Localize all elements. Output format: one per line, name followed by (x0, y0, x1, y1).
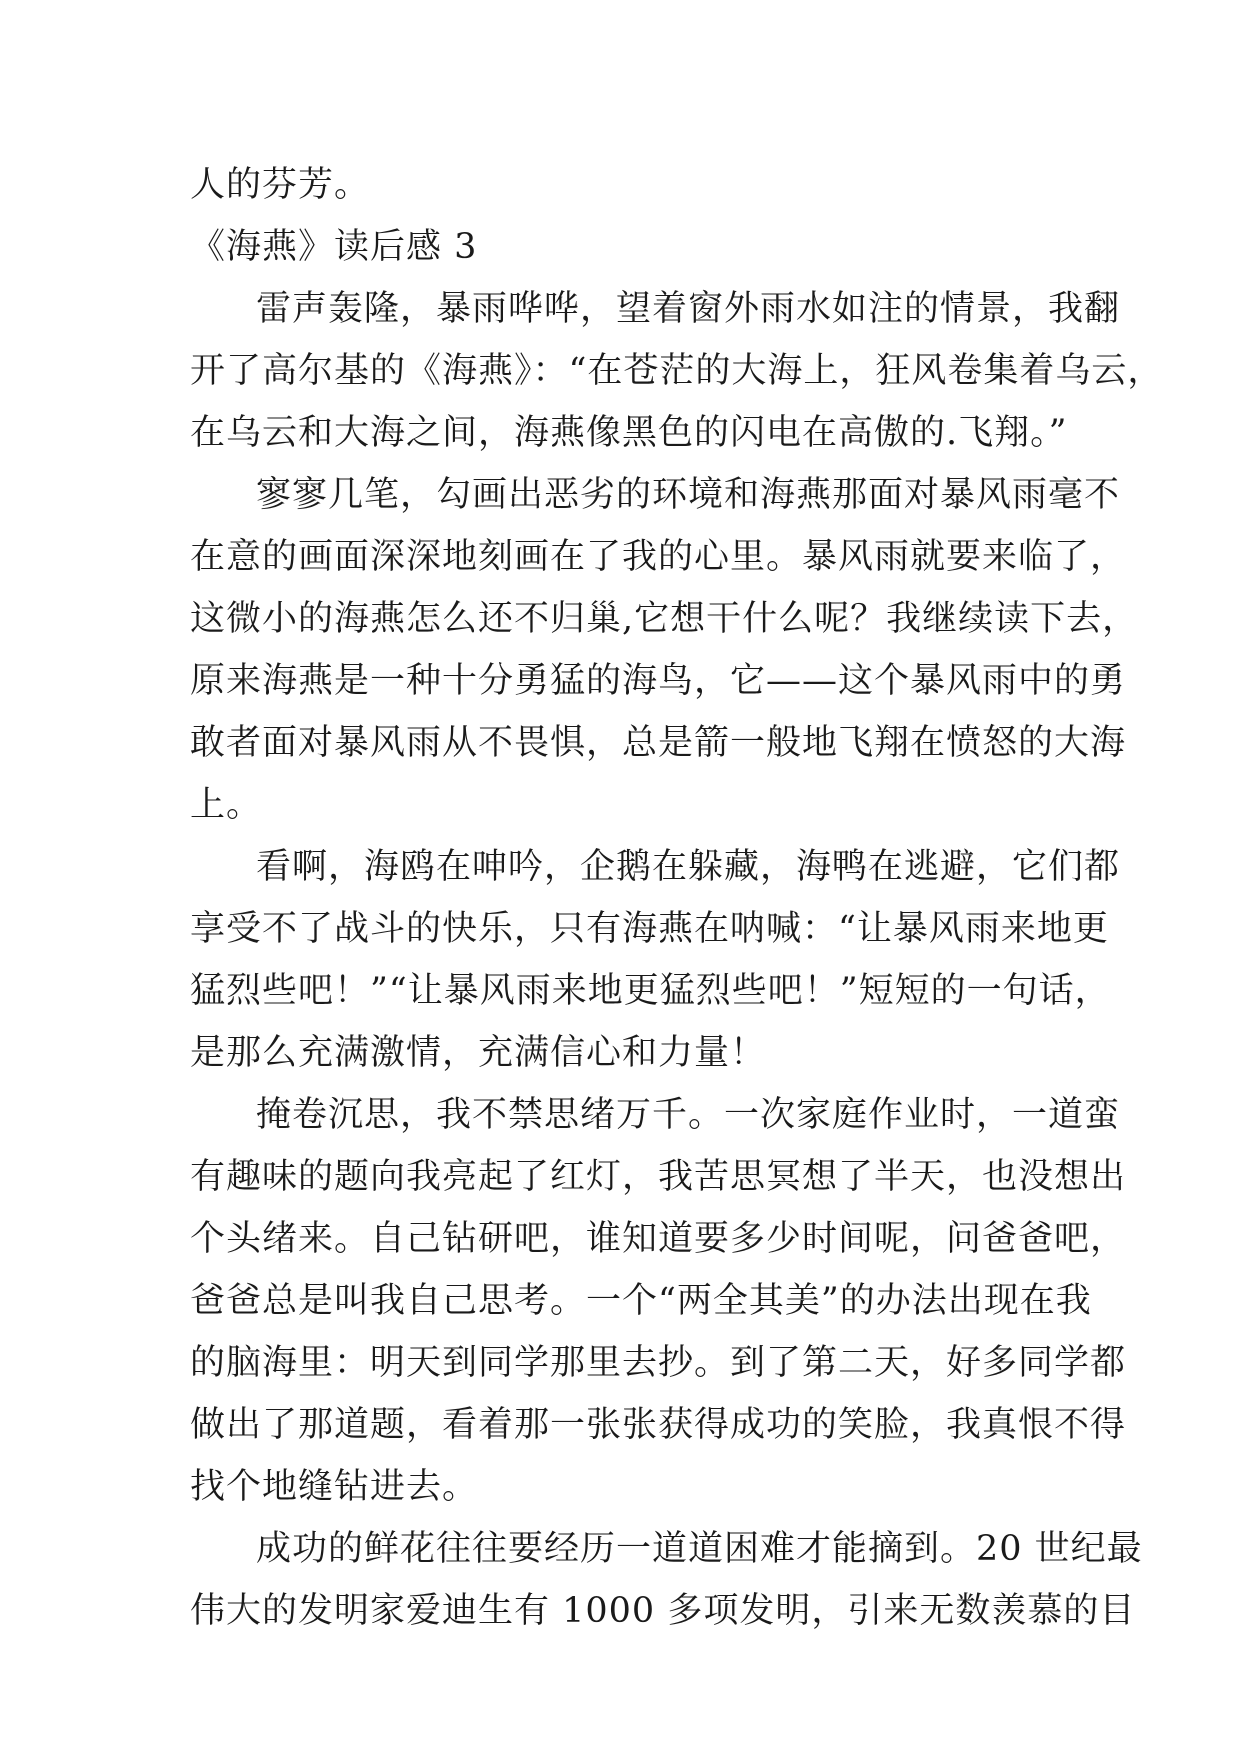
text-line: 掩卷沉思，我不禁思绪万千。一次家庭作业时，一道蛮 (256, 1095, 1121, 1135)
section-heading: 《海燕》读后感 3 (190, 227, 478, 267)
text-line: 这微小的海燕怎么还不归巢,它想干什么呢？我继续读下去， (190, 599, 1139, 639)
text-line: 原来海燕是一种十分勇猛的海鸟，它——这个暴风雨中的勇 (190, 661, 1127, 701)
text-line: 上。 (190, 785, 263, 825)
text-line: 看啊，海鸥在呻吟，企鹅在躲藏，海鸭在逃避，它们都 (256, 847, 1121, 887)
text-line: 敢者面对暴风雨从不畏惧，总是箭一般地飞翔在愤怒的大海 (190, 723, 1127, 763)
text-line: 爸爸总是叫我自己思考。一个“两全其美”的办法出现在我 (190, 1281, 1092, 1321)
text-line: 在意的画面深深地刻画在了我的心里。暴风雨就要来临了， (190, 537, 1127, 577)
text-line: 有趣味的题向我亮起了红灯，我苦思冥想了半天，也没想出 (190, 1157, 1127, 1197)
text-line: 猛烈些吧！”“让暴风雨来地更猛烈些吧！”短短的一句话， (190, 971, 1111, 1011)
text-line: 伟大的发明家爱迪生有 1000 多项发明，引来无数羡慕的目 (190, 1591, 1136, 1631)
text-line: 开了高尔基的《海燕》：“在苍茫的大海上，狂风卷集着乌云， (190, 351, 1164, 391)
text-line: 在乌云和大海之间，海燕像黑色的闪电在高傲的.飞翔。” (190, 413, 1068, 453)
text-line: 寥寥几笔，勾画出恶劣的环境和海燕那面对暴风雨毫不 (256, 475, 1121, 515)
text-line: 成功的鲜花往往要经历一道道困难才能摘到。20 世纪最 (256, 1529, 1143, 1569)
text-line: 是那么充满激情，充满信心和力量！ (190, 1033, 767, 1073)
text-line: 个头绪来。自己钻研吧，谁知道要多少时间呢，问爸爸吧， (190, 1219, 1127, 1259)
document-body (190, 154, 1164, 1642)
text-line: 的脑海里：明天到同学那里去抄。到了第二天，好多同学都 (190, 1343, 1127, 1383)
text-line: 雷声轰隆，暴雨哗哗，望着窗外雨水如注的情景，我翻 (256, 289, 1121, 329)
text-line: 人的芬芳。 (190, 165, 371, 205)
text-line: 享受不了战斗的快乐，只有海燕在呐喊：“让暴风雨来地更 (190, 909, 1109, 949)
text-line: 做出了那道题，看着那一张张获得成功的笑脸，我真恨不得 (190, 1405, 1127, 1445)
text-line: 找个地缝钻进去。 (190, 1467, 479, 1507)
